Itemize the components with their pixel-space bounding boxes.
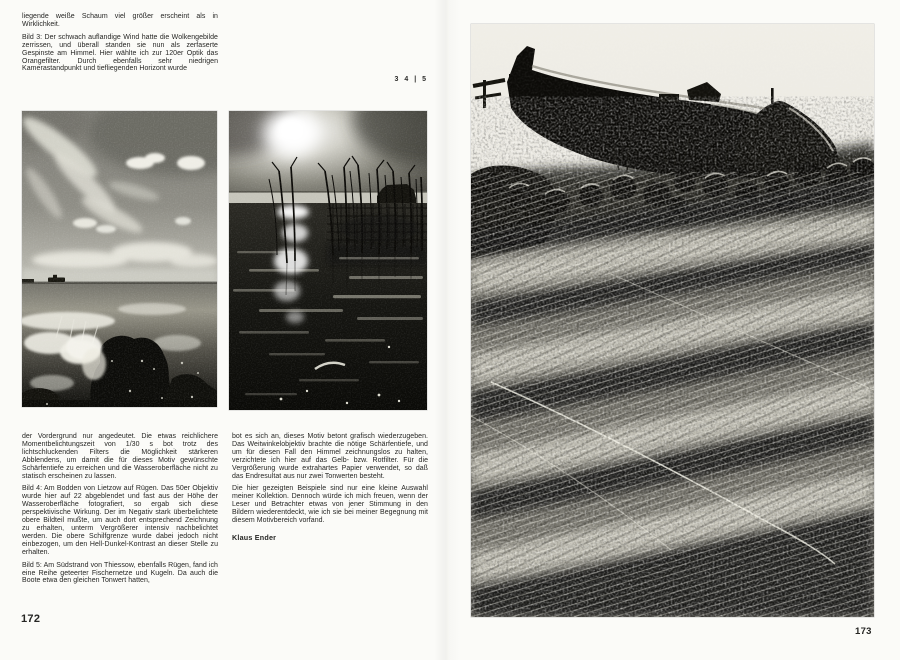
intro-text-block [22, 13, 218, 78]
issue-marker: 3 4 | 5 [394, 76, 428, 83]
paragraph-bild4: Bild 4: Am Bodden von Lietzow auf Rügen. Das 50er Objektiv wurde hier auf 22 abgeblendet und fast aus der Höhe der Wasseroberfläche fotografiert, so ergab sich diese perspektivische Wirkung. Der im Negativ stark überbelichtete obere Bildteil mußte, um auch dort entsprechend Zeichnung zu erhalten, unterm Vergrößerer intensiv nachbelichtet werden. Die obere Schilfgrenze wurde dabei jedoch nicht einbezogen, um den Hell-Dunkel-Kontrast an dieser Stelle zu erhalten. [22, 485, 218, 556]
intro-paragraph: liegende weiße Schaum viel größer erscheint als in Wirklichkeit. [22, 13, 218, 28]
paragraph-beispiele: Die hier gezeigten Beispiele sind nur eine kleine Auswahl meiner Kollektion. Dennoch würde ich mich freuen, wenn der Leser und Betrachter etwas von jener Stimmung in den Bildern wiederentdeckt, wie ich sie bei meiner Begegnung mit diesem Motivbereich vorfand. [232, 485, 428, 525]
right-column-text [232, 433, 428, 542]
page-number-173: 173 [855, 626, 872, 637]
paragraph-weitwinkel: bot es sich an, dieses Motiv betont grafisch wiederzugeben. Das Weitwinkelobjektiv brachte die nötige Schärfentiefe, und um für diesen Fall den Himmel zeichnungslos zu halten, verzichtete ich hier auf das Gelb- bzw. Rotfilter. Für die Vergrößerung wurde extrahartes Papier verwendet, so daß das Endresultat aus nur zwei Tonwerten besteht. [232, 433, 428, 480]
reeds-photo-image [229, 111, 427, 410]
photo-bild3-seascape [22, 111, 217, 407]
intro-paragraph-bild3: Bild 3: Der schwach auflandige Wind hatte die Wolkengebilde zerrissen, und überall standen sie nun als zerfaserte Gespinste am Himmel. Hier wählte ich zur 120er Optik das Orangefilter. Durch ebenfalls sehr niedrigen Kamerastandpunkt und tiefliegenden Horizont wurde [22, 33, 218, 73]
paragraph-bild5: Bild 5: Am Südstrand von Thiessow, ebenfalls Rügen, fand ich eine Reihe geteerter Fischernetze und Kugeln. Da auch die Boote etwa den gleichen Tonwert hatten, [22, 561, 218, 585]
paragraph-vordergrund: der Vordergrund nur angedeutet. Die etwas reichlichere Momentbelichtungszeit von 1/30 s bot trotz des lichtschluckenden Filters die Möglichkeit stärkeren Abblendens, um damit die für dieses Motiv gewünschte Schärfentiefe zu erreichen und die Wasseroberfläche nicht zu statisch erscheinen zu lassen. [22, 433, 218, 480]
photo-bild4-reeds [229, 111, 427, 410]
fishing-nets-photo-image [471, 24, 874, 617]
author-byline: Klaus Ender [232, 532, 277, 542]
page-gutter-shadow [434, 0, 460, 660]
left-column-text [22, 433, 218, 590]
seascape-photo-image [22, 111, 217, 407]
page-number-172: 172 [21, 613, 41, 625]
photo-bild5-fishing-nets [471, 24, 874, 617]
